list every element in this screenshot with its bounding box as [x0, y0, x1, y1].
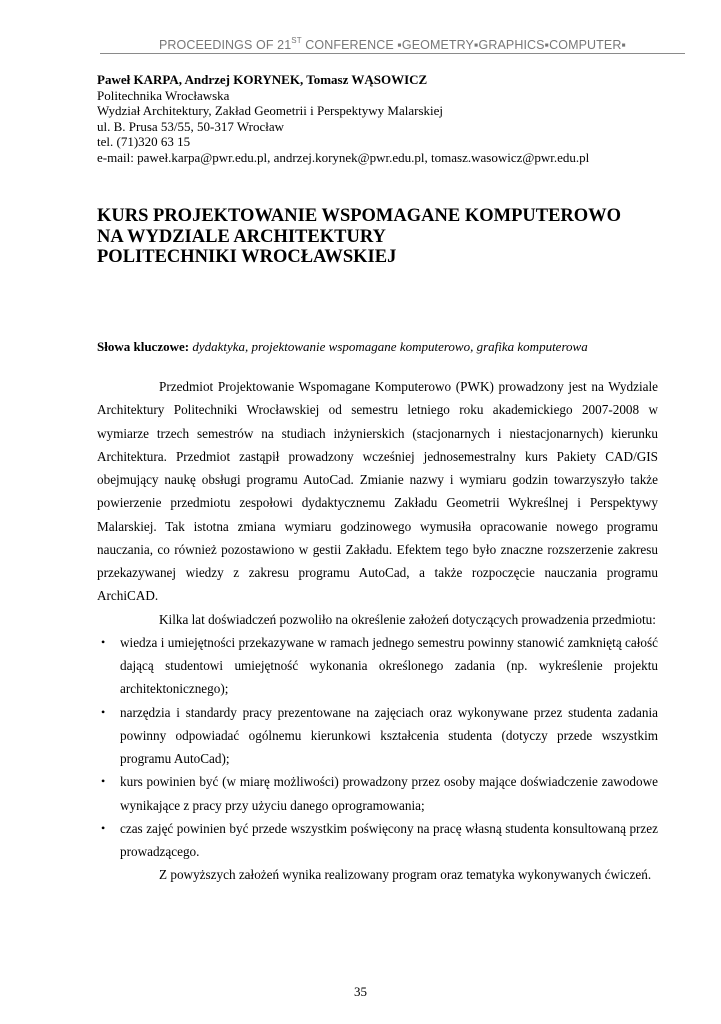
- running-header: [100, 36, 685, 54]
- list-item-text: narzędzia i standardy pracy prezentowane na zajęciach oraz wykonywane przez studenta zadania powinny odpowiadać ogólnemu kierunkowi kształcenia studenta (dotyczy przede wszystkim programu AutoCad);: [120, 704, 658, 766]
- header-text-main: PROCEEDINGS OF 21: [158, 38, 292, 52]
- assumptions-list: [97, 631, 658, 864]
- title-line: NA WYDZIALE ARCHITEKTURY: [97, 226, 386, 247]
- bullet-icon: •: [101, 704, 106, 719]
- list-item-text: wiedza i umiejętności przekazywane w ramach jednego semestru powinny stanowić zamkniętą całość dającą studentowi umiejętność wykonania określonego zadania (np. wykreślenie projektu architektonicznego);: [120, 634, 658, 697]
- affiliation-university: Politechnika Wrocławska: [97, 87, 230, 103]
- page-number: 35: [354, 984, 367, 999]
- title-line: KURS PROJEKTOWANIE WSPOMAGANE KOMPUTEROWO: [97, 206, 622, 226]
- keywords-label: Słowa kluczowe:: [97, 339, 190, 354]
- paper-title: [97, 206, 621, 268]
- keywords-list: dydaktyka, projektowanie wspomagane komputerowo, grafika komputerowa: [192, 339, 588, 354]
- list-item-text: czas zajęć powinien być przede wszystkim poświęcony na pracę własną studenta konsultowaną przez prowadzącego.: [120, 820, 658, 859]
- bullet-icon: •: [101, 634, 106, 649]
- bullet-icon: •: [101, 820, 106, 835]
- keywords: [97, 339, 588, 355]
- list-item-text: kurs powinien być (w miarę możliwości) prowadzony przez osoby mające doświadczenie zawodowe wynikające z pracy przy użyciu danego oprogramowania;: [120, 774, 658, 813]
- title-line: POLITECHNIKI WROCŁAWSKIEJ: [97, 247, 397, 267]
- affiliation-address: ul. B. Prusa 53/55, 50-317 Wrocław: [97, 118, 284, 134]
- author-block: [97, 72, 589, 165]
- list-item: [97, 817, 658, 864]
- affiliation-department: Wydział Architektury, Zakład Geometrii i Perspektywy Malarskiej: [97, 103, 444, 118]
- body-text: [97, 375, 658, 887]
- body-paragraph: Kilka lat doświadczeń pozwoliło na określenie założeń dotyczących prowadzenia przedmiotu:: [159, 611, 656, 627]
- affiliation-phone: tel. (71)320 63 15: [97, 134, 191, 149]
- body-paragraph: Z powyższych założeń wynika realizowany program oraz tematyka wykonywanych ćwiczeń.: [159, 867, 652, 883]
- list-item: [97, 701, 658, 771]
- affiliation-email: e-mail: paweł.karpa@pwr.edu.pl, andrzej.korynek@pwr.edu.pl, tomasz.wasowicz@pwr.edu.pl: [97, 149, 590, 165]
- body-paragraph: Przedmiot Projektowanie Wspomagane Komputerowo (PWK) prowadzony jest na Wydziale Architektury Politechniki Wrocławskiej od semestru letniego roku akademickiego 2007-2008 w wymiarze trzech semestrów na studiach inżynierskich (stacjonarnych i niestacjonarnych) kierunku Architektura. Przedmiot zastąpił prowadzony wcześniej jednosemestralny kurs Pakiety CAD/GIS obejmujący naukę obsługi programu AutoCad. Zmianie nazwy i wymiaru godzin towarzyszyło także powierzenie przedmiotu zespołowi dydaktycznemu Zakładu Geometrii Wykreślnej i Perspektywy Malarskiej. Tak istotna zmiana wymiaru godzinowego wymusiła opracowanie nowego programu nauczania, co również pozostawiono w gestii Zakładu. Efektem tego było znaczne rozszerzenie zakresu przekazywanej wiedzy z zakresu programu AutoCad, a także rozpoczęcie nauczania programu ArchiCAD.: [97, 379, 658, 604]
- author-names: Paweł KARPA, Andrzej KORYNEK, Tomasz WĄSOWICZ: [97, 72, 428, 87]
- bullet-icon: •: [101, 774, 106, 789]
- header-text-rest: CONFERENCE ▪GEOMETRY▪GRAPHICS▪COMPUTER▪: [301, 38, 627, 52]
- header-superscript: ST: [291, 36, 302, 45]
- list-item: [97, 770, 658, 817]
- list-item: [97, 631, 658, 701]
